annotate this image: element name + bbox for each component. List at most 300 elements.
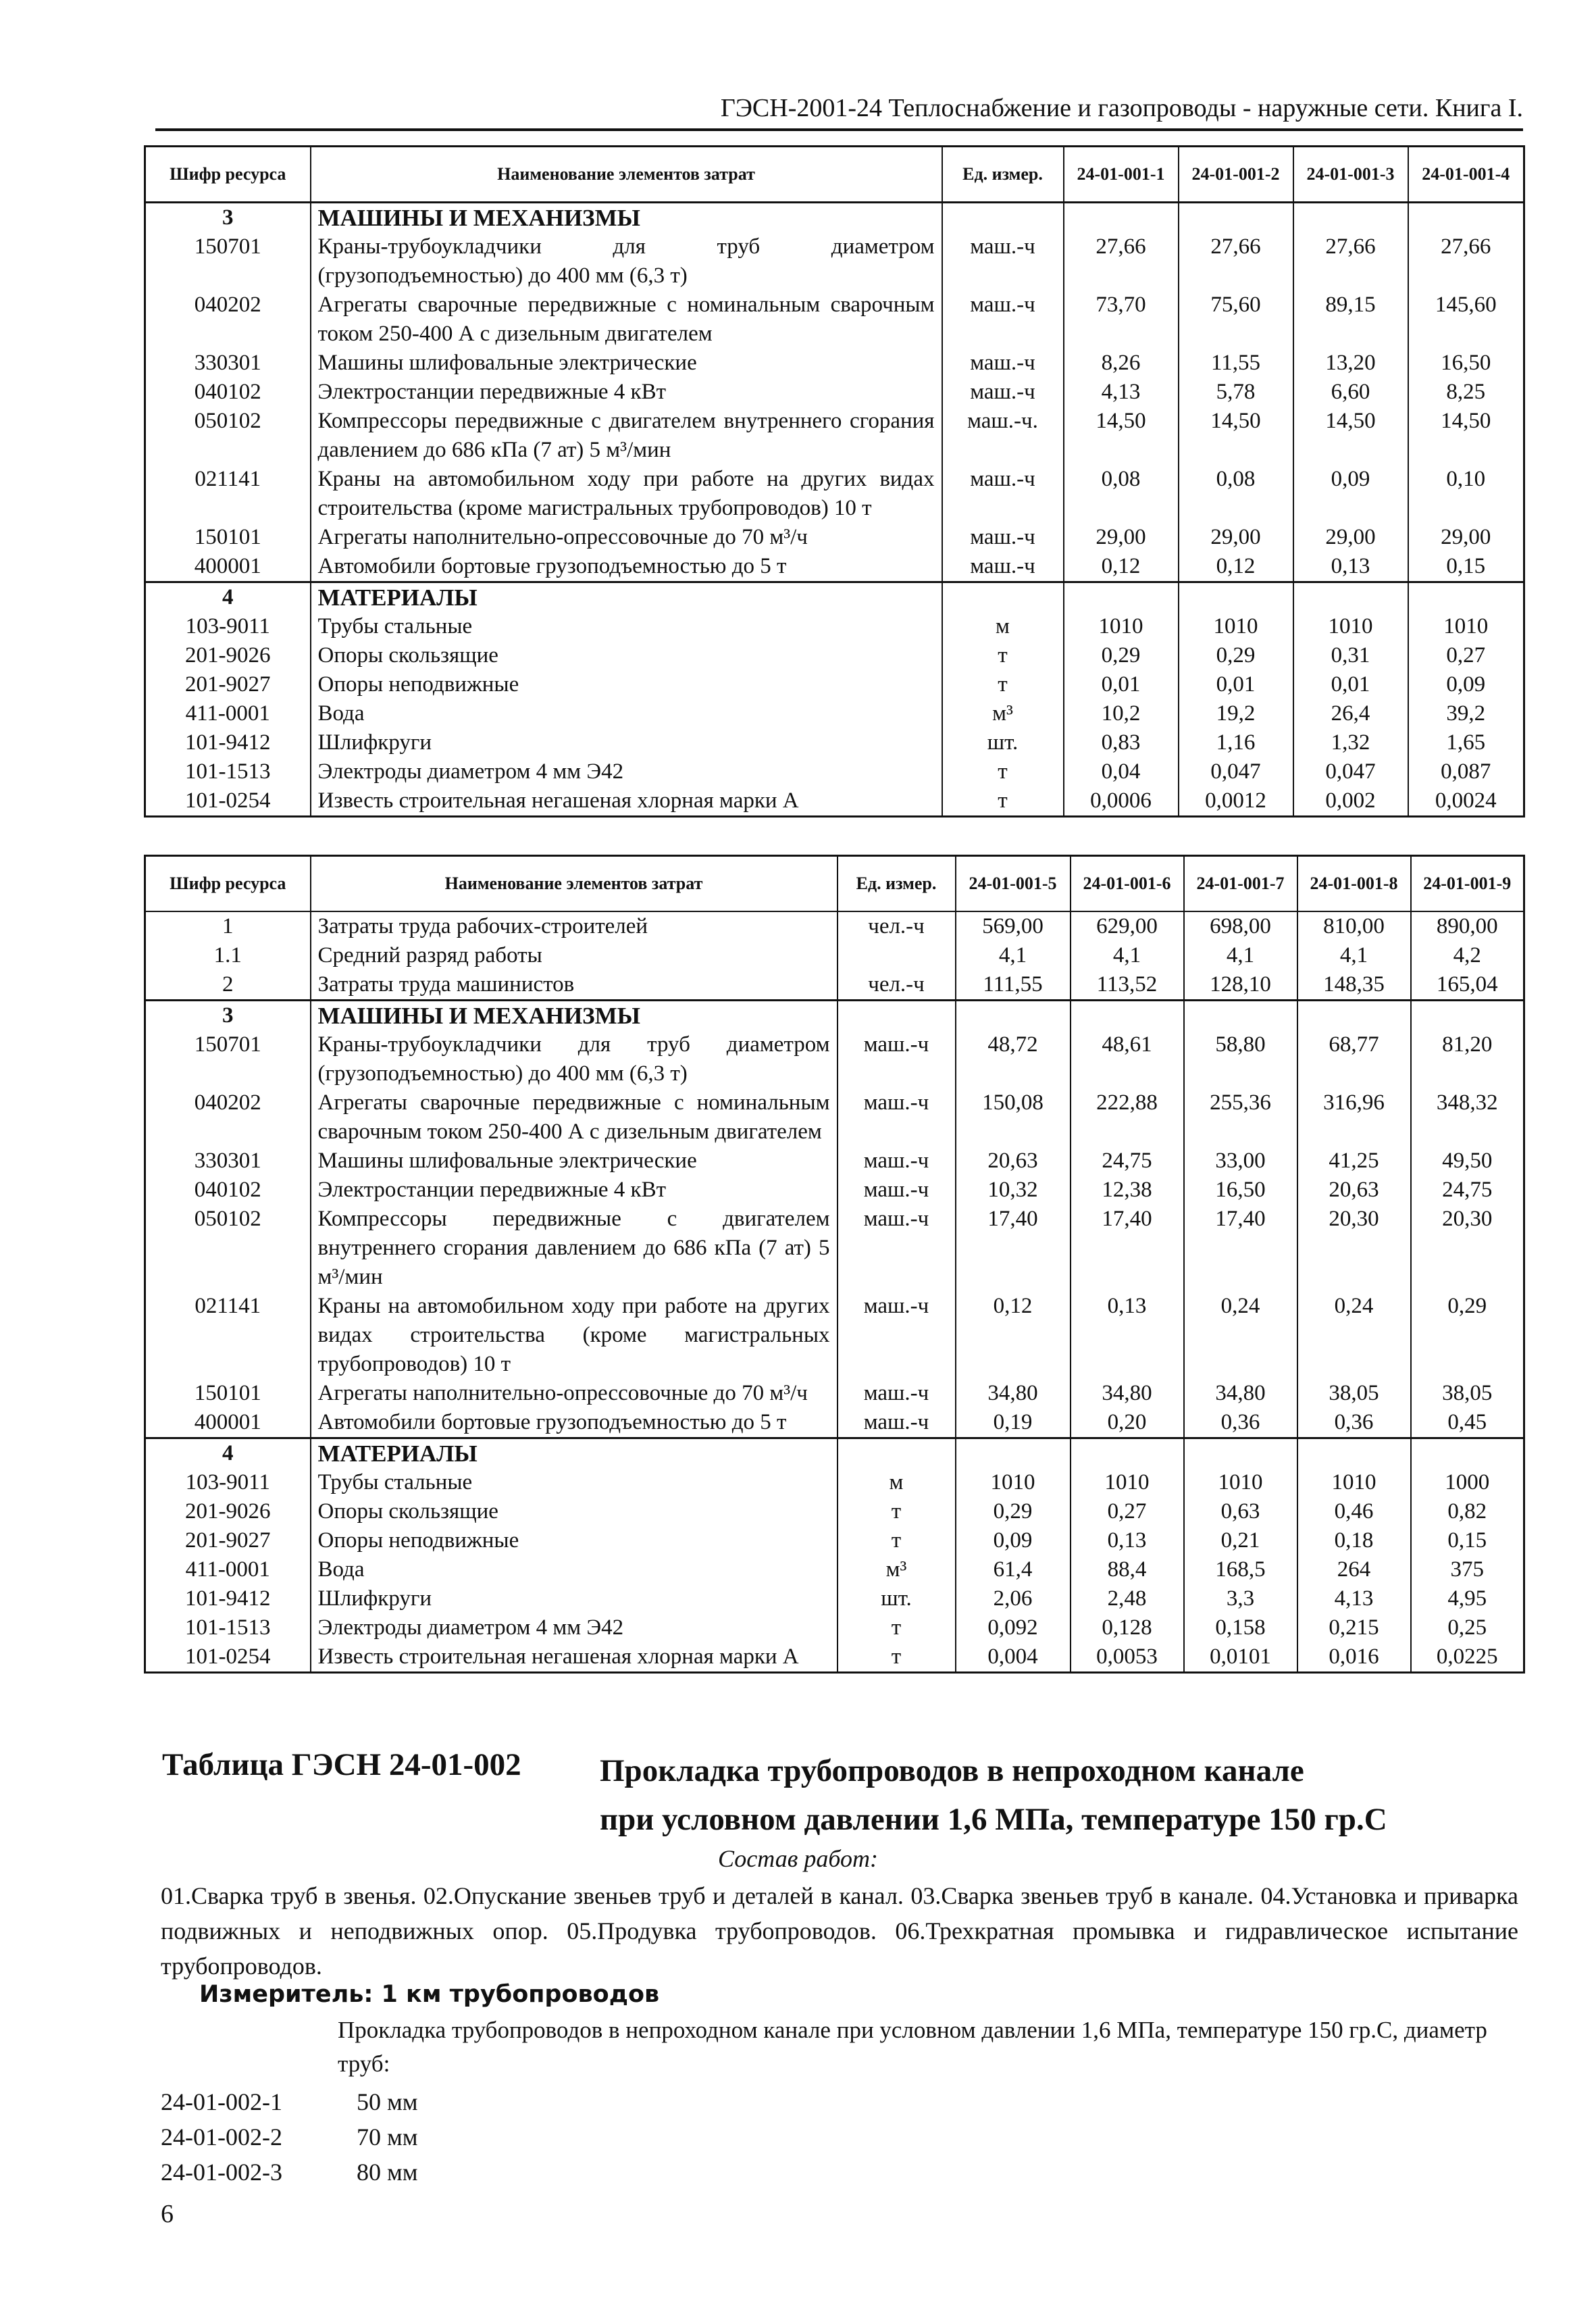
table-row — [145, 757, 1524, 786]
resource-name: Автомобили бортовые грузоподъемностью до 5 т — [311, 552, 942, 582]
resource-unit: маш.-ч — [838, 1292, 956, 1379]
resource-name: Агрегаты наполнительно-опрессовочные до 70 м³/ч — [311, 523, 942, 552]
norm-value: 0,29 — [1064, 641, 1179, 670]
table-title-code: Таблица ГЭСН 24-01-002 — [162, 1747, 521, 1782]
resource-unit: шт. — [942, 728, 1064, 757]
norm-value: 20,63 — [1297, 1176, 1411, 1205]
variant-value: 50 мм — [357, 2088, 418, 2115]
resource-name: Машины шлифовальные электрические — [311, 1147, 838, 1176]
resource-name: Затраты труда машинистов — [311, 970, 838, 1001]
norm-value: 168,5 — [1184, 1555, 1297, 1584]
column-header-c4: 24-01-001-8 — [1297, 856, 1411, 912]
resource-code: 3 — [145, 203, 311, 233]
resource-code: 040102 — [145, 378, 311, 407]
norm-value: 24,75 — [1411, 1176, 1524, 1205]
norm-value: 34,80 — [1071, 1379, 1184, 1408]
table-row — [145, 523, 1524, 552]
norm-value: 27,66 — [1179, 232, 1293, 291]
table-row — [145, 1584, 1524, 1613]
resource-name: Вода — [311, 699, 942, 728]
norm-value — [1411, 1001, 1524, 1031]
norm-value: 0,82 — [1411, 1497, 1524, 1526]
norm-value: 0,29 — [1179, 641, 1293, 670]
norm-value: 27,66 — [1064, 232, 1179, 291]
norm-value: 0,0024 — [1408, 786, 1524, 817]
norm-value — [1408, 203, 1524, 233]
norm-value: 0,047 — [1179, 757, 1293, 786]
norm-value: 1000 — [1411, 1468, 1524, 1497]
norm-value: 34,80 — [1184, 1379, 1297, 1408]
resource-code: 103-9011 — [145, 612, 311, 641]
resource-code: 021141 — [145, 465, 311, 523]
norm-value: 29,00 — [1064, 523, 1179, 552]
resource-unit: м — [838, 1468, 956, 1497]
table-row — [145, 612, 1524, 641]
resource-code: 201-9027 — [145, 1526, 311, 1555]
resource-name: Шлифкруги — [311, 728, 942, 757]
norm-value: 26,4 — [1293, 699, 1408, 728]
resource-name: Шлифкруги — [311, 1584, 838, 1613]
norm-value: 14,50 — [1293, 407, 1408, 465]
norm-value: 1,65 — [1408, 728, 1524, 757]
norm-value: 264 — [1297, 1555, 1411, 1584]
norm-value: 27,66 — [1408, 232, 1524, 291]
norm-value: 0,46 — [1297, 1497, 1411, 1526]
norm-value: 0,27 — [1071, 1497, 1184, 1526]
table-row — [145, 786, 1524, 817]
norm-value: 4,1 — [1071, 941, 1184, 970]
resource-code: 103-9011 — [145, 1468, 311, 1497]
resource-unit: маш.-ч — [942, 523, 1064, 552]
norm-value — [1293, 203, 1408, 233]
resource-unit — [942, 582, 1064, 613]
norm-value: 34,80 — [956, 1379, 1071, 1408]
resource-code: 021141 — [145, 1292, 311, 1379]
column-header-name: Наименование элементов затрат — [311, 147, 942, 203]
resource-name: Электростанции передвижные 4 кВт — [311, 378, 942, 407]
table-row — [145, 941, 1524, 970]
resource-unit — [838, 1438, 956, 1469]
resource-name: Опоры неподвижные — [311, 1526, 838, 1555]
resource-code: 101-0254 — [145, 786, 311, 817]
resource-unit: маш.-ч — [942, 291, 1064, 349]
resource-name: Известь строительная негашеная хлорная марки А — [311, 1642, 838, 1673]
resource-table-2 — [144, 855, 1525, 1674]
resource-code: 2 — [145, 970, 311, 1001]
resource-name: Вода — [311, 1555, 838, 1584]
resource-unit — [838, 1001, 956, 1031]
norm-value: 73,70 — [1064, 291, 1179, 349]
norm-value — [956, 1001, 1071, 1031]
resource-code: 4 — [145, 1438, 311, 1469]
norm-value: 0,09 — [1293, 465, 1408, 523]
norm-value: 4,1 — [956, 941, 1071, 970]
resource-unit: маш.-ч — [942, 552, 1064, 582]
norm-value: 0,18 — [1297, 1526, 1411, 1555]
norm-value: 1010 — [1071, 1468, 1184, 1497]
norm-value: 0,13 — [1071, 1292, 1184, 1379]
norm-value — [1179, 582, 1293, 613]
table-row — [145, 699, 1524, 728]
table-row — [145, 291, 1524, 349]
resource-code: 101-9412 — [145, 1584, 311, 1613]
norm-value: 2,48 — [1071, 1584, 1184, 1613]
norm-value: 0,002 — [1293, 786, 1408, 817]
norm-value: 27,66 — [1293, 232, 1408, 291]
resource-unit: маш.-ч — [942, 378, 1064, 407]
resource-unit: м³ — [942, 699, 1064, 728]
works-heading: Состав работ: — [718, 1845, 878, 1872]
resource-unit: маш.-ч — [942, 349, 1064, 378]
norm-value — [1064, 203, 1179, 233]
norm-value: 0,0101 — [1184, 1642, 1297, 1673]
resource-name: Известь строительная негашеная хлорная марки А — [311, 786, 942, 817]
resource-name: Агрегаты сварочные передвижные с номинальным сварочным током 250-400 А с дизельным двигателем — [311, 1088, 838, 1147]
resource-unit: маш.-ч — [838, 1205, 956, 1292]
table-row — [145, 1497, 1524, 1526]
resource-name: Краны на автомобильном ходу при работе на других видах строительства (кроме магистральных трубопроводов) 10 т — [311, 1292, 838, 1379]
table-row — [145, 970, 1524, 1001]
column-header-name: Наименование элементов затрат — [311, 856, 838, 912]
resource-code: 150101 — [145, 523, 311, 552]
norm-value: 0,12 — [1179, 552, 1293, 582]
norm-value: 49,50 — [1411, 1147, 1524, 1176]
norm-value: 222,88 — [1071, 1088, 1184, 1147]
norm-value: 0,01 — [1293, 670, 1408, 699]
norm-value: 0,215 — [1297, 1613, 1411, 1642]
norm-value: 4,13 — [1064, 378, 1179, 407]
norm-value: 0,21 — [1184, 1526, 1297, 1555]
norm-value — [1071, 1438, 1184, 1469]
norm-value — [1297, 1001, 1411, 1031]
norm-value: 0,13 — [1071, 1526, 1184, 1555]
norm-value: 19,2 — [1179, 699, 1293, 728]
variant-value: 70 мм — [357, 2123, 418, 2150]
resource-code: 201-9026 — [145, 1497, 311, 1526]
column-header-c3: 24-01-001-3 — [1293, 147, 1408, 203]
resource-name: МАШИНЫ И МЕХАНИЗМЫ — [311, 1001, 838, 1031]
norm-value: 4,95 — [1411, 1584, 1524, 1613]
variant-row — [161, 2119, 418, 2155]
resource-name: МАТЕРИАЛЫ — [311, 1438, 838, 1469]
column-header-c5: 24-01-001-9 — [1411, 856, 1524, 912]
resource-unit: маш.-ч — [838, 1030, 956, 1088]
resource-code: 101-1513 — [145, 757, 311, 786]
variant-code: 24-01-002-1 — [161, 2088, 282, 2115]
norm-value: 0,45 — [1411, 1408, 1524, 1438]
resource-name: Трубы стальные — [311, 612, 942, 641]
resource-name: Опоры неподвижные — [311, 670, 942, 699]
norm-value: 88,4 — [1071, 1555, 1184, 1584]
resource-name: Опоры скользящие — [311, 641, 942, 670]
norm-value: 0,12 — [1064, 552, 1179, 582]
norm-value: 1010 — [1064, 612, 1179, 641]
norm-value — [956, 1438, 1071, 1469]
norm-value: 148,35 — [1297, 970, 1411, 1001]
norm-value: 1010 — [1184, 1468, 1297, 1497]
norm-value: 0,158 — [1184, 1613, 1297, 1642]
norm-value: 14,50 — [1064, 407, 1179, 465]
norm-value: 17,40 — [1184, 1205, 1297, 1292]
table-row — [145, 1205, 1524, 1292]
norm-value: 113,52 — [1071, 970, 1184, 1001]
table-row — [145, 1555, 1524, 1584]
norm-value: 3,3 — [1184, 1584, 1297, 1613]
resource-code: 1 — [145, 911, 311, 941]
norm-value: 1,32 — [1293, 728, 1408, 757]
resource-name: Опоры скользящие — [311, 1497, 838, 1526]
resource-code: 411-0001 — [145, 699, 311, 728]
norm-value — [1179, 203, 1293, 233]
norm-value: 10,2 — [1064, 699, 1179, 728]
resource-code: 411-0001 — [145, 1555, 311, 1584]
table-title-text — [600, 1746, 1387, 1844]
norm-value: 4,1 — [1184, 941, 1297, 970]
column-header-c4: 24-01-001-4 — [1408, 147, 1524, 203]
norm-value: 0,016 — [1297, 1642, 1411, 1673]
norm-value: 0,004 — [956, 1642, 1071, 1673]
norm-value: 20,30 — [1411, 1205, 1524, 1292]
norm-value: 0,0053 — [1071, 1642, 1184, 1673]
norm-value: 41,25 — [1297, 1147, 1411, 1176]
norm-value: 4,2 — [1411, 941, 1524, 970]
table-body — [145, 911, 1524, 1673]
norm-value: 0,087 — [1408, 757, 1524, 786]
norm-value: 0,15 — [1408, 552, 1524, 582]
resource-unit: маш.-ч. — [942, 407, 1064, 465]
norm-value: 0,31 — [1293, 641, 1408, 670]
table-row — [145, 232, 1524, 291]
resource-code: 4 — [145, 582, 311, 613]
table-row — [145, 1147, 1524, 1176]
resource-code: 201-9026 — [145, 641, 311, 670]
column-header-code: Шифр ресурса — [145, 856, 311, 912]
header-rule — [155, 128, 1523, 131]
norm-value: 0,12 — [956, 1292, 1071, 1379]
table-row — [145, 1526, 1524, 1555]
resource-name: Электроды диаметром 4 мм Э42 — [311, 757, 942, 786]
norm-value: 698,00 — [1184, 911, 1297, 941]
norm-value: 0,09 — [956, 1526, 1071, 1555]
resource-code: 050102 — [145, 407, 311, 465]
variant-row — [161, 2084, 418, 2119]
norm-value: 16,50 — [1408, 349, 1524, 378]
table-row — [145, 378, 1524, 407]
norm-value: 75,60 — [1179, 291, 1293, 349]
norm-value: 0,19 — [956, 1408, 1071, 1438]
column-header-c2: 24-01-001-2 — [1179, 147, 1293, 203]
norm-value — [1411, 1438, 1524, 1469]
norm-value: 0,092 — [956, 1613, 1071, 1642]
resource-name: Краны на автомобильном ходу при работе на других видах строительства (кроме магистральных трубопроводов) 10 т — [311, 465, 942, 523]
table-row — [145, 1642, 1524, 1673]
norm-value: 1010 — [1297, 1468, 1411, 1497]
section-row — [145, 1438, 1524, 1469]
norm-value — [1293, 582, 1408, 613]
section-row — [145, 582, 1524, 613]
resource-name: Электроды диаметром 4 мм Э42 — [311, 1613, 838, 1642]
resource-name: Трубы стальные — [311, 1468, 838, 1497]
variant-row — [161, 2155, 418, 2190]
norm-value: 1010 — [956, 1468, 1071, 1497]
norm-value: 38,05 — [1411, 1379, 1524, 1408]
table-row — [145, 641, 1524, 670]
norm-value: 145,60 — [1408, 291, 1524, 349]
column-header-c1: 24-01-001-5 — [956, 856, 1071, 912]
resource-code: 400001 — [145, 1408, 311, 1438]
norm-value: 29,00 — [1408, 523, 1524, 552]
norm-value: 58,80 — [1184, 1030, 1297, 1088]
resource-name: Электростанции передвижные 4 кВт — [311, 1176, 838, 1205]
resource-table-1 — [144, 145, 1525, 818]
section-row — [145, 1001, 1524, 1031]
norm-value: 1010 — [1293, 612, 1408, 641]
table-row — [145, 1379, 1524, 1408]
norm-value: 0,047 — [1293, 757, 1408, 786]
resource-name: Затраты труда рабочих-строителей — [311, 911, 838, 941]
table-row — [145, 349, 1524, 378]
norm-value: 11,55 — [1179, 349, 1293, 378]
norm-value — [1184, 1001, 1297, 1031]
norm-value: 569,00 — [956, 911, 1071, 941]
resource-unit: маш.-ч — [942, 232, 1064, 291]
resource-code: 040202 — [145, 1088, 311, 1147]
resource-code: 040202 — [145, 291, 311, 349]
norm-value — [1297, 1438, 1411, 1469]
resource-code: 150701 — [145, 232, 311, 291]
norm-value: 1,16 — [1179, 728, 1293, 757]
resource-unit: т — [838, 1642, 956, 1673]
norm-value: 4,1 — [1297, 941, 1411, 970]
norm-value: 165,04 — [1411, 970, 1524, 1001]
resource-unit — [838, 941, 956, 970]
resource-unit: т — [942, 670, 1064, 699]
norm-value: 81,20 — [1411, 1030, 1524, 1088]
norm-value: 0,36 — [1184, 1408, 1297, 1438]
norm-value: 0,36 — [1297, 1408, 1411, 1438]
norm-value — [1064, 582, 1179, 613]
norm-value: 0,0012 — [1179, 786, 1293, 817]
table-row — [145, 1468, 1524, 1497]
table-row — [145, 552, 1524, 582]
norm-value: 375 — [1411, 1555, 1524, 1584]
norm-value: 0,24 — [1297, 1292, 1411, 1379]
resource-name: Краны-трубоукладчики для труб диаметром (грузоподъемностью) до 400 мм (6,3 т) — [311, 232, 942, 291]
table-row — [145, 407, 1524, 465]
norm-value: 14,50 — [1408, 407, 1524, 465]
resource-code: 1.1 — [145, 941, 311, 970]
norm-value: 0,128 — [1071, 1613, 1184, 1642]
norm-value: 1010 — [1179, 612, 1293, 641]
resource-unit: т — [942, 641, 1064, 670]
resource-unit: маш.-ч — [942, 465, 1064, 523]
table-row — [145, 1088, 1524, 1147]
variant-value: 80 мм — [357, 2159, 418, 2186]
resource-code: 330301 — [145, 349, 311, 378]
norm-value: 0,83 — [1064, 728, 1179, 757]
table-header-row — [145, 856, 1524, 912]
column-header-c1: 24-01-001-1 — [1064, 147, 1179, 203]
table-row — [145, 1292, 1524, 1379]
norm-value: 629,00 — [1071, 911, 1184, 941]
column-header-c3: 24-01-001-7 — [1184, 856, 1297, 912]
resource-name: МАШИНЫ И МЕХАНИЗМЫ — [311, 203, 942, 233]
norm-value: 16,50 — [1184, 1176, 1297, 1205]
resource-code: 050102 — [145, 1205, 311, 1292]
table-body — [145, 203, 1524, 817]
resource-unit: м³ — [838, 1555, 956, 1584]
norm-value: 48,61 — [1071, 1030, 1184, 1088]
table-row — [145, 1613, 1524, 1642]
table-row — [145, 911, 1524, 941]
norm-value: 0,01 — [1179, 670, 1293, 699]
norm-value: 0,09 — [1408, 670, 1524, 699]
norm-value: 38,05 — [1297, 1379, 1411, 1408]
norm-value: 89,15 — [1293, 291, 1408, 349]
table-row — [145, 670, 1524, 699]
variants-list — [161, 2084, 418, 2190]
resource-unit: шт. — [838, 1584, 956, 1613]
resource-code: 101-0254 — [145, 1642, 311, 1673]
norm-value: 255,36 — [1184, 1088, 1297, 1147]
norm-value: 29,00 — [1179, 523, 1293, 552]
resource-code: 040102 — [145, 1176, 311, 1205]
norm-value: 24,75 — [1071, 1147, 1184, 1176]
resource-name: Средний разряд работы — [311, 941, 838, 970]
norm-value: 0,08 — [1064, 465, 1179, 523]
resource-unit: маш.-ч — [838, 1379, 956, 1408]
norm-value — [1408, 582, 1524, 613]
norm-value: 17,40 — [1071, 1205, 1184, 1292]
norm-value: 0,63 — [1184, 1497, 1297, 1526]
norm-value: 8,25 — [1408, 378, 1524, 407]
norm-value: 111,55 — [956, 970, 1071, 1001]
resource-name: Компрессоры передвижные с двигателем внутреннего сгорания давлением до 686 кПа (7 ат) 5 м³/мин — [311, 1205, 838, 1292]
norm-value: 316,96 — [1297, 1088, 1411, 1147]
column-header-c2: 24-01-001-6 — [1071, 856, 1184, 912]
norm-value: 890,00 — [1411, 911, 1524, 941]
norm-value: 2,06 — [956, 1584, 1071, 1613]
page-header: ГЭСН-2001-24 Теплоснабжение и газопроводы - наружные сети. Книга I. — [720, 94, 1523, 122]
table-title-line-2: при условном давлении 1,6 МПа, температуре 150 гр.С — [600, 1802, 1387, 1837]
column-header-code: Шифр ресурса — [145, 147, 311, 203]
resource-code: 3 — [145, 1001, 311, 1031]
norm-value: 0,0225 — [1411, 1642, 1524, 1673]
norm-value: 14,50 — [1179, 407, 1293, 465]
norm-value: 0,27 — [1408, 641, 1524, 670]
section-row — [145, 203, 1524, 233]
norm-value: 0,20 — [1071, 1408, 1184, 1438]
variant-code: 24-01-002-3 — [161, 2159, 282, 2186]
resource-unit: маш.-ч — [838, 1147, 956, 1176]
norm-value: 128,10 — [1184, 970, 1297, 1001]
resource-code: 150701 — [145, 1030, 311, 1088]
norm-value: 810,00 — [1297, 911, 1411, 941]
resource-name: Машины шлифовальные электрические — [311, 349, 942, 378]
norm-value: 20,30 — [1297, 1205, 1411, 1292]
norm-value: 0,24 — [1184, 1292, 1297, 1379]
resource-unit: т — [838, 1497, 956, 1526]
norm-value: 0,29 — [956, 1497, 1071, 1526]
resource-name: Краны-трубоукладчики для труб диаметром (грузоподъемностью) до 400 мм (6,3 т) — [311, 1030, 838, 1088]
column-header-unit: Ед. измер. — [838, 856, 956, 912]
resource-name: Автомобили бортовые грузоподъемностью до 5 т — [311, 1408, 838, 1438]
resource-name: Агрегаты наполнительно-опрессовочные до 70 м³/ч — [311, 1379, 838, 1408]
norm-value: 39,2 — [1408, 699, 1524, 728]
norm-value: 0,29 — [1411, 1292, 1524, 1379]
resource-unit — [942, 203, 1064, 233]
norm-value: 1010 — [1408, 612, 1524, 641]
